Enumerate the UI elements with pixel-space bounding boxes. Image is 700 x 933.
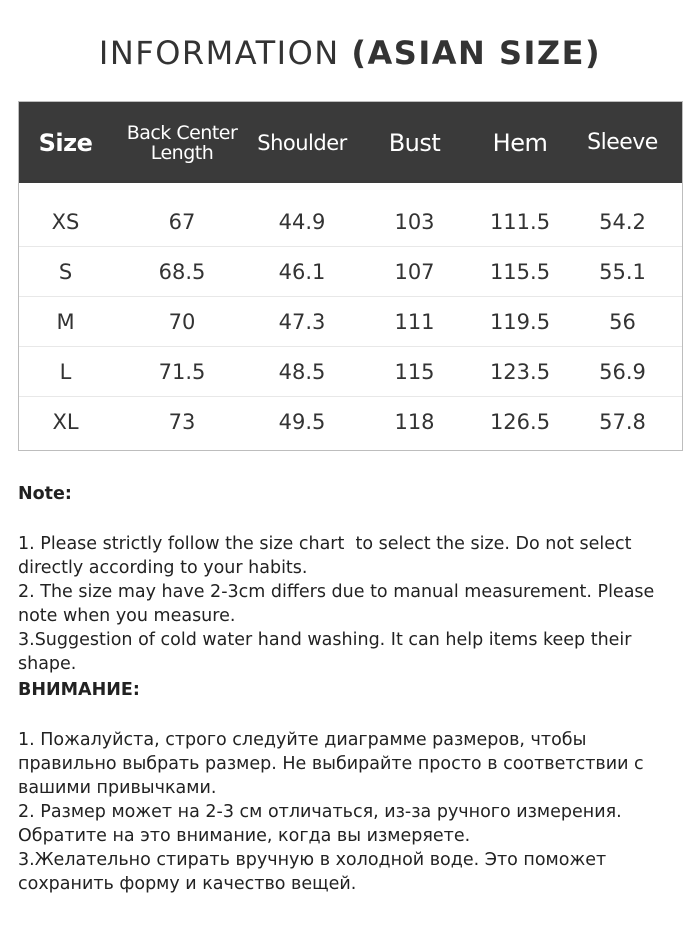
cell-hem: 115.5 bbox=[489, 259, 551, 284]
cell-shoulder: 46.1 bbox=[278, 259, 326, 284]
note-en-item-3: 3.Suggestion of cold water hand washing. It can help items keep their shape. bbox=[18, 630, 638, 674]
note-en-item-2: 2. The size may have 2-3cm differs due to manual measurement. Please note when you measure. bbox=[18, 582, 660, 626]
cell-size: M bbox=[56, 309, 75, 334]
table-row bbox=[19, 397, 682, 447]
table-row bbox=[19, 247, 682, 297]
cell-shoulder: 48.5 bbox=[278, 359, 326, 384]
cell-bust: 107 bbox=[394, 259, 435, 284]
note-en-item-1: 1. Please strictly follow the size chart to select the size. Do not select directly according to your habits. bbox=[18, 534, 638, 578]
cell-back-center-length: 73 bbox=[168, 410, 196, 434]
cell-shoulder: 47.3 bbox=[278, 309, 326, 334]
cell-sleeve: 56.9 bbox=[599, 359, 646, 384]
cell-hem: 119.5 bbox=[489, 309, 551, 334]
table-row bbox=[19, 297, 682, 347]
cell-bust: 111 bbox=[394, 309, 435, 334]
table-header-row bbox=[19, 102, 682, 183]
header-back-center-length: Back Center Length bbox=[126, 121, 238, 164]
note-ru-section bbox=[18, 678, 688, 896]
cell-bust: 118 bbox=[394, 410, 435, 434]
note-ru-heading: ВНИМАНИЕ: bbox=[18, 680, 140, 700]
cell-sleeve: 54.2 bbox=[599, 209, 646, 234]
cell-hem: 126.5 bbox=[489, 410, 551, 434]
cell-sleeve: 56 bbox=[609, 309, 636, 334]
title-main: INFORMATION bbox=[98, 34, 352, 72]
table-row bbox=[19, 197, 682, 247]
header-hem: Hem bbox=[492, 128, 548, 157]
cell-back-center-length: 68.5 bbox=[158, 259, 206, 284]
page-title bbox=[0, 34, 700, 72]
cell-size: XS bbox=[51, 209, 80, 234]
cell-bust: 115 bbox=[394, 359, 435, 384]
cell-back-center-length: 71.5 bbox=[158, 359, 206, 384]
note-ru-item-3: 3.Желательно стирать вручную в холодной воде. Это поможет сохранить форму и качество вещей. bbox=[18, 850, 612, 894]
table-body bbox=[19, 197, 682, 447]
cell-size: L bbox=[59, 359, 72, 384]
note-ru-item-1: 1. Пожалуйста, строго следуйте диаграмме размеров, чтобы правильно выбрать размер. Не выбирайте просто в соответствии с вашими привычками. bbox=[18, 730, 650, 798]
cell-hem: 123.5 bbox=[489, 359, 551, 384]
title-size-label: (ASIAN SIZE) bbox=[351, 34, 602, 72]
note-ru-item-2: 2. Размер может на 2-3 см отличаться, из-за ручного измерения. Обратите на это внимание, когда вы измеряете. bbox=[18, 802, 628, 846]
cell-sleeve: 55.1 bbox=[599, 259, 646, 284]
note-en-section bbox=[18, 482, 688, 676]
header-bust: Bust bbox=[388, 128, 441, 157]
cell-size: XL bbox=[52, 410, 79, 434]
cell-hem: 111.5 bbox=[489, 209, 551, 234]
cell-back-center-length: 67 bbox=[168, 209, 196, 234]
cell-bust: 103 bbox=[394, 209, 435, 234]
cell-shoulder: 44.9 bbox=[278, 209, 326, 234]
note-en-heading: Note: bbox=[18, 484, 72, 504]
header-shoulder: Shoulder bbox=[257, 130, 347, 155]
cell-sleeve: 57.8 bbox=[599, 410, 646, 434]
cell-size: S bbox=[58, 259, 73, 284]
cell-shoulder: 49.5 bbox=[278, 410, 326, 434]
size-table bbox=[18, 101, 683, 451]
header-sleeve: Sleeve bbox=[587, 130, 658, 155]
cell-back-center-length: 70 bbox=[168, 309, 196, 334]
header-size: Size bbox=[38, 128, 93, 157]
table-row bbox=[19, 347, 682, 397]
